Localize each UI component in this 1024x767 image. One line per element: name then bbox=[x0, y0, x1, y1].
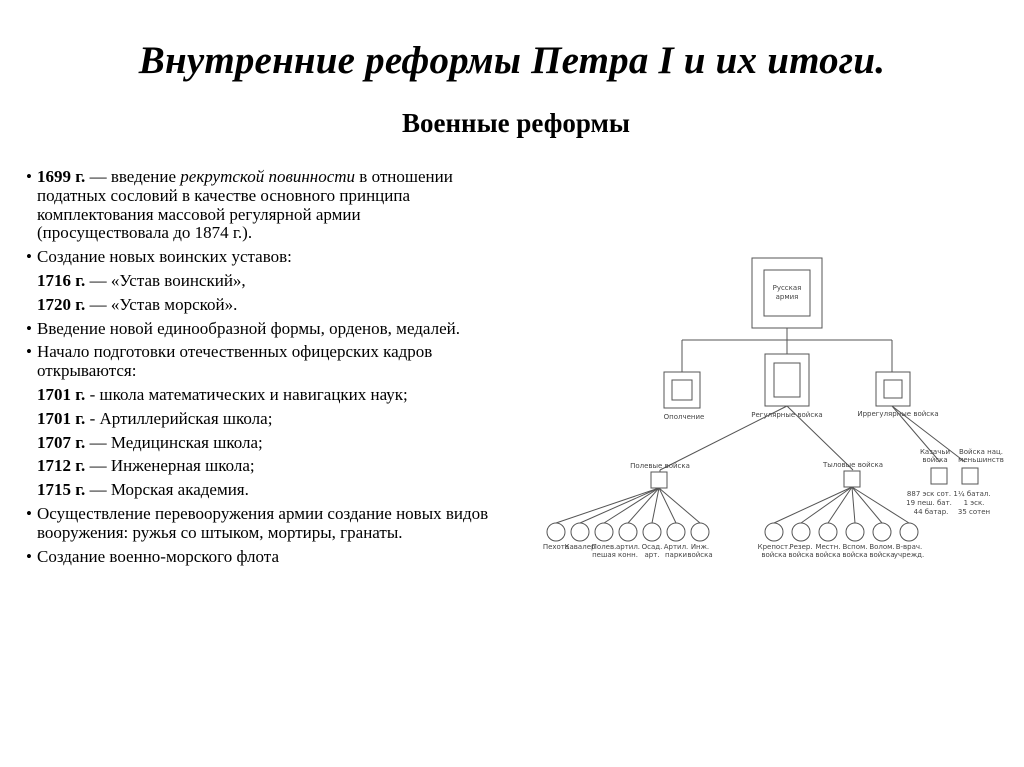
rear-box bbox=[844, 471, 860, 487]
field-leaf-label: Пехота bbox=[542, 543, 570, 551]
field-leaf-connector bbox=[580, 488, 659, 523]
slide-title: Внутренние реформы Петра I и их итоги. bbox=[138, 39, 886, 82]
rear-leaf-label: войска bbox=[815, 551, 841, 559]
bullet-officer-training: • Начало подготовки отечественных офицерских кадров открываются: bbox=[26, 343, 496, 381]
national-box bbox=[962, 468, 978, 484]
root-label-2: армия bbox=[775, 293, 799, 301]
sub-text: — Инженерная школа; bbox=[85, 456, 255, 476]
rear-leaf-label: В-врач. bbox=[895, 543, 923, 551]
field-leaf-label: конн. bbox=[618, 551, 638, 559]
field-leaf-label: Полев. bbox=[591, 543, 617, 551]
national-label-1: Войска нац. bbox=[958, 448, 1004, 456]
sub-item-1715 bbox=[26, 481, 496, 500]
field-leaf-label: пешая bbox=[592, 551, 616, 559]
sub-text: — «Устав морской». bbox=[85, 294, 238, 314]
bullet-regulations: • Создание новых воинских уставов: bbox=[26, 248, 496, 267]
field-leaf-label: Осад. bbox=[641, 543, 663, 551]
rear-leaf-connector bbox=[801, 487, 852, 523]
rear-leaf-connector bbox=[852, 487, 882, 523]
root-label-1: Русская bbox=[772, 284, 802, 292]
national-stat-2: 1 эск. bbox=[963, 499, 985, 507]
field-leaf-circle bbox=[619, 523, 637, 541]
bullet-list bbox=[26, 168, 496, 571]
bullet-text: — введение bbox=[85, 167, 181, 186]
sub-item-1707 bbox=[26, 434, 496, 453]
field-leaf-circle bbox=[595, 523, 613, 541]
field-leaf-label: Инж. bbox=[690, 543, 710, 551]
field-leaf-label: войска bbox=[687, 551, 713, 559]
slide-subtitle: Военные реформы bbox=[401, 108, 630, 138]
field-leaf-circle bbox=[643, 523, 661, 541]
regular-box-inner bbox=[774, 363, 800, 397]
militia-box-inner bbox=[672, 380, 692, 400]
army-structure-diagram bbox=[520, 250, 1006, 560]
rear-leaf-label: войска bbox=[788, 551, 814, 559]
bullet-navy: • Создание военно-морского флота bbox=[26, 548, 496, 567]
year-1699: 1699 г. bbox=[37, 167, 86, 186]
rear-leaf-label: войска bbox=[761, 551, 787, 559]
cossack-label-1: Казачьи bbox=[919, 448, 951, 456]
field-leaf-connector bbox=[659, 488, 676, 523]
regular-label: Регулярные войска bbox=[751, 411, 823, 419]
year-label: 1701 г. bbox=[37, 408, 86, 428]
rear-leaf-circle bbox=[819, 523, 837, 541]
irregular-box-inner bbox=[884, 380, 902, 398]
sub-text: — Медицинская школа; bbox=[85, 432, 263, 452]
field-leaf-label: парки bbox=[664, 551, 688, 559]
field-label: Полевые войска bbox=[630, 462, 690, 470]
bullet-uniform: • Введение новой единообразной формы, орденов, медалей. bbox=[26, 320, 496, 339]
year-label: 1707 г. bbox=[37, 432, 86, 452]
rear-leaf-circle bbox=[873, 523, 891, 541]
cossack-box bbox=[931, 468, 947, 484]
militia-box-outer bbox=[664, 372, 700, 408]
sub-item-1701-artillery bbox=[26, 410, 496, 429]
irregular-label: Иррегулярные войска bbox=[857, 410, 939, 418]
field-leaf-label: арт. bbox=[644, 551, 660, 559]
field-leaves bbox=[543, 488, 713, 559]
sub-text: — «Устав воинский», bbox=[85, 270, 246, 290]
bullet-emphasis: рекрутской повинности bbox=[180, 167, 356, 186]
field-leaf-circle bbox=[547, 523, 565, 541]
field-box bbox=[651, 472, 667, 488]
field-leaf-circle bbox=[667, 523, 685, 541]
rear-leaf-label: Местн. bbox=[815, 543, 841, 551]
field-leaf-circle bbox=[691, 523, 709, 541]
sub-item-1701-navigation bbox=[26, 386, 496, 405]
national-stat-3: 35 сотен bbox=[957, 508, 991, 516]
rear-leaf-label: Резер. bbox=[789, 543, 813, 551]
sub-text: - Артиллерийская школа; bbox=[85, 408, 273, 428]
sub-text: — Морская академия. bbox=[85, 480, 249, 500]
rear-leaf-label: Крепост. bbox=[757, 543, 791, 551]
rear-leaf-connector bbox=[852, 487, 855, 523]
rear-leaf-circle bbox=[900, 523, 918, 541]
field-leaf-connector bbox=[604, 488, 659, 523]
field-leaf-circle bbox=[571, 523, 589, 541]
sub-item-1712 bbox=[26, 457, 496, 476]
cossack-stat-3: 44 батар. bbox=[913, 508, 949, 516]
rear-leaf-label: войска bbox=[869, 551, 895, 559]
regular-box-outer bbox=[765, 354, 809, 406]
year-label: 1712 г. bbox=[37, 456, 86, 476]
rear-leaf-label: Волом. bbox=[869, 543, 895, 551]
field-leaf-connector bbox=[659, 488, 700, 523]
rear-leaf-label: войска bbox=[842, 551, 868, 559]
rear-leaf-circle bbox=[846, 523, 864, 541]
year-label: 1716 г. bbox=[37, 270, 86, 290]
field-leaf-label: Кавалер bbox=[564, 543, 596, 551]
irregular-box-outer bbox=[876, 372, 910, 406]
field-leaf-label: Артил. bbox=[663, 543, 689, 551]
cossack-stat-1: 887 эск сот. bbox=[906, 490, 952, 498]
year-label: 1720 г. bbox=[37, 294, 86, 314]
rear-leaves bbox=[758, 487, 925, 559]
rear-leaf-label: Вспом. bbox=[842, 543, 868, 551]
sub-text: - школа математических и навигацких наук; bbox=[85, 384, 408, 404]
national-label-2: меньшинств bbox=[958, 456, 1004, 464]
militia-label: Ополчение bbox=[663, 413, 705, 421]
national-stat-1: 1¼ батал. bbox=[953, 490, 991, 498]
field-leaf-connector bbox=[652, 488, 659, 523]
rear-leaf-circle bbox=[792, 523, 810, 541]
cossack-stat-2: 19 пеш. бат. bbox=[906, 499, 952, 507]
rear-label: Тыловые войска bbox=[822, 461, 884, 469]
year-label: 1715 г. bbox=[37, 480, 86, 500]
rear-leaf-circle bbox=[765, 523, 783, 541]
cossack-label-2: войска bbox=[922, 456, 948, 464]
bullet-text: в отношении податных сословий в качестве основного принципа комплектования массовой регулярной армии (просуществовала до 1874 г.). bbox=[37, 167, 453, 243]
bullet-rearmament: • Осуществление перевооружения армии создание новых видов вооружения: ружья со штыком, мортиры, гранаты. bbox=[26, 505, 496, 543]
rear-leaf-connector bbox=[852, 487, 909, 523]
bullet-recruit-duty bbox=[26, 168, 496, 243]
field-leaf-label: артил. bbox=[615, 543, 641, 551]
rear-leaf-label: учрежд. bbox=[893, 551, 925, 559]
sub-item-1716 bbox=[26, 272, 496, 291]
year-label: 1701 г. bbox=[37, 384, 86, 404]
sub-item-1720 bbox=[26, 296, 496, 315]
